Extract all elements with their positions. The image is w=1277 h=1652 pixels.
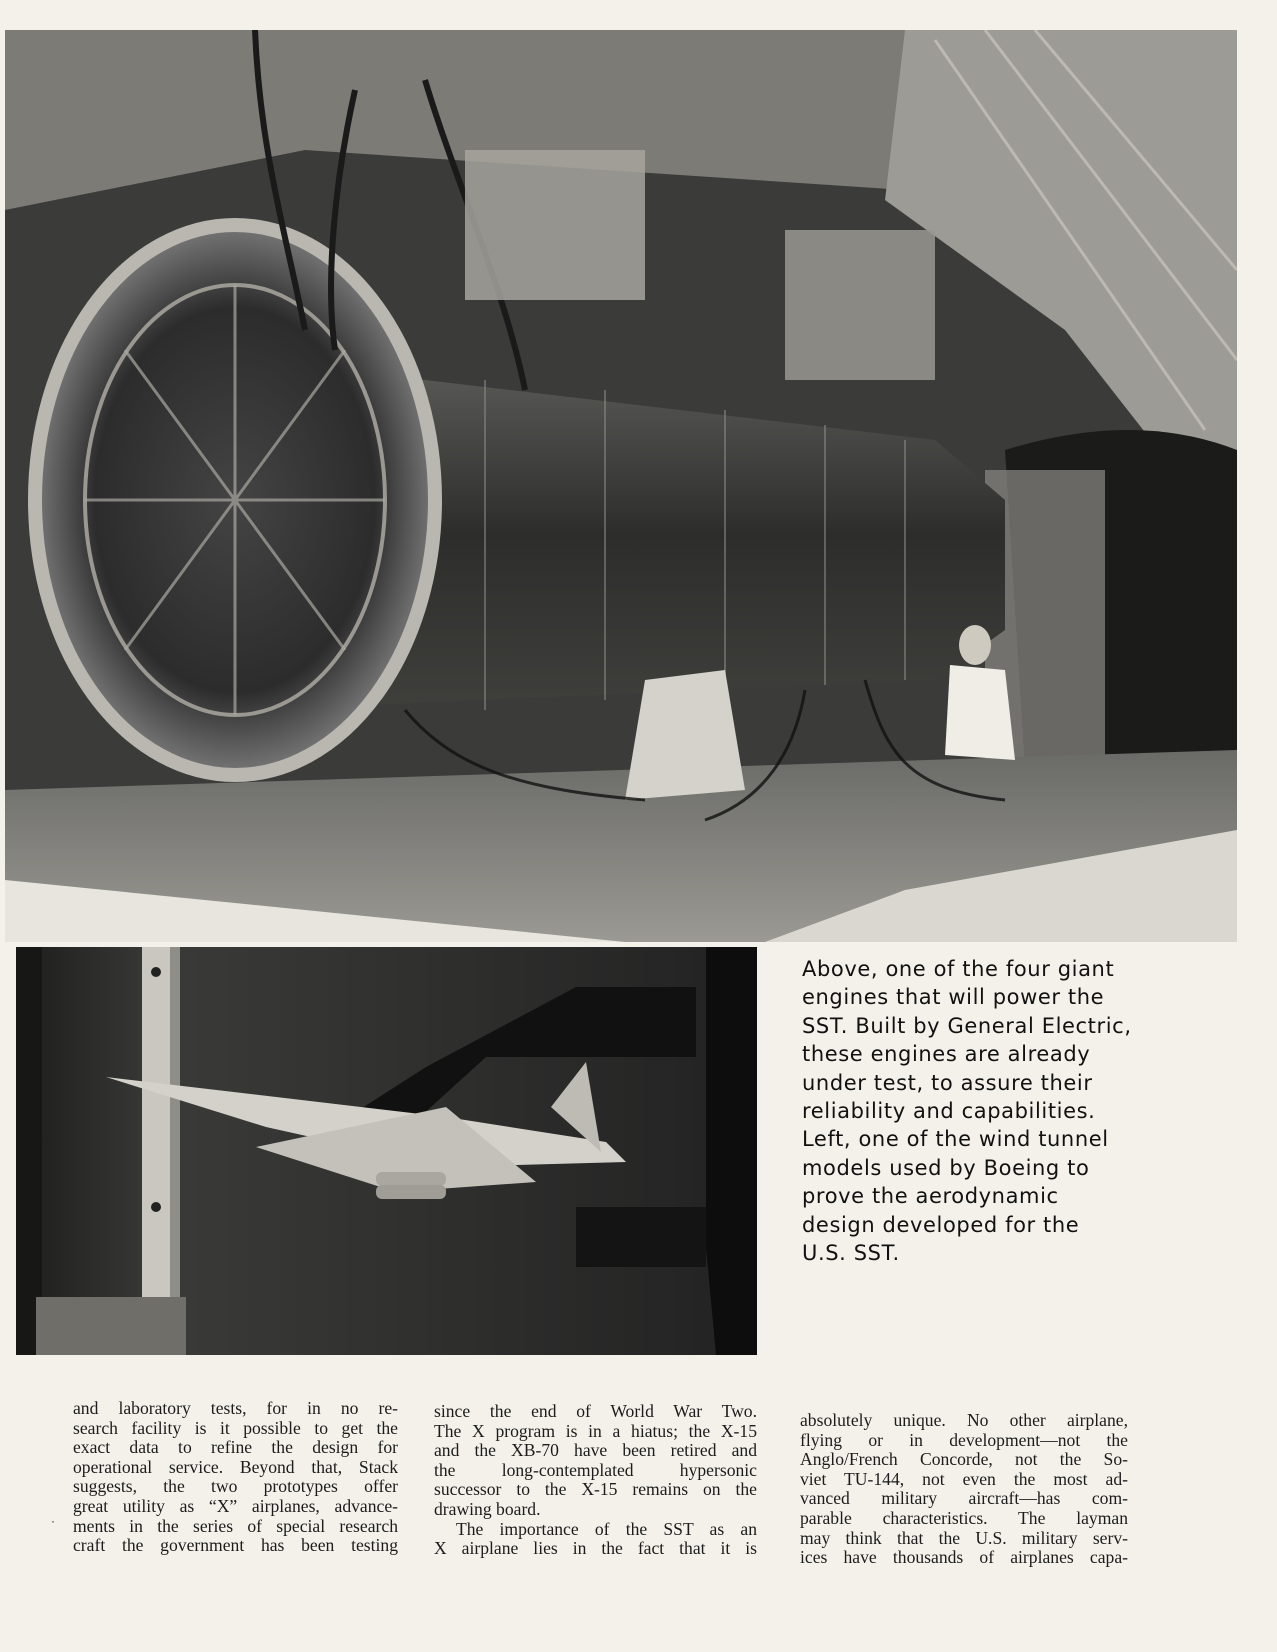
caption-line: prove the aerodynamic xyxy=(802,1184,1059,1209)
text-line: absolutely unique. No other airplane, xyxy=(800,1410,1128,1430)
text-line: viet TU-144, not even the most ad- xyxy=(800,1468,1128,1489)
caption-line: SST. Built by General Electric, xyxy=(802,1013,1132,1038)
body-column-3 xyxy=(800,1411,1128,1568)
caption-line: engines that will power the xyxy=(802,985,1105,1010)
text-line: X airplane lies in the fact that it is xyxy=(434,1538,757,1559)
caption-line: Above, one of the four giant xyxy=(802,957,1115,981)
text-line: and the XB-70 have been retired and xyxy=(434,1440,757,1461)
text-line: vanced military aircraft—has com- xyxy=(800,1488,1128,1509)
text-line: search facility is it possible to get the xyxy=(73,1417,398,1438)
text-line: and laboratory tests, for in no re- xyxy=(73,1398,398,1418)
text-line: may think that the U.S. military serv- xyxy=(800,1527,1128,1548)
text-line: suggests, the two prototypes offer xyxy=(73,1476,398,1497)
text-line: craft the government has been testing xyxy=(73,1535,398,1556)
caption-line: U.S. SST. xyxy=(802,1241,900,1266)
caption-line: these engines are already xyxy=(802,1042,1091,1067)
text-line: parable characteristics. The layman xyxy=(800,1507,1128,1528)
text-line: since the end of World War Two. xyxy=(434,1401,757,1421)
text-line: exact data to refine the design for xyxy=(73,1437,398,1458)
caption-line: reliability and capabilities. xyxy=(802,1099,1096,1124)
caption-line: under test, to assure their xyxy=(802,1070,1093,1095)
text-line: flying or in development—not the xyxy=(800,1429,1128,1450)
photo-caption xyxy=(802,955,1162,1267)
text-line: great utility as “X” airplanes, advance- xyxy=(73,1495,398,1516)
text-line: ices have thousands of airplanes capa- xyxy=(800,1547,1128,1568)
body-column-2 xyxy=(434,1402,757,1559)
margin-mark: · xyxy=(51,1514,55,1528)
text-line: The importance of the SST as an xyxy=(456,1518,757,1539)
caption-line: models used by Boeing to xyxy=(802,1155,1090,1180)
text-line: The X program is in a hiatus; the X-15 xyxy=(434,1420,757,1441)
text-line: operational service. Beyond that, Stack xyxy=(73,1456,398,1477)
caption-line: Left, one of the wind tunnel xyxy=(802,1127,1109,1152)
caption-line: design developed for the xyxy=(802,1212,1080,1237)
wind-tunnel-photo xyxy=(16,947,757,1355)
text-line: drawing board. xyxy=(434,1498,541,1519)
text-line: the long-contemplated hypersonic xyxy=(434,1459,757,1480)
text-line: Anglo/French Concorde, not the So- xyxy=(800,1449,1128,1470)
engine-photo xyxy=(5,30,1237,942)
body-column-1 xyxy=(73,1399,398,1556)
text-line: ments in the series of special research xyxy=(73,1515,398,1536)
text-line: successor to the X-15 remains on the xyxy=(434,1479,757,1500)
